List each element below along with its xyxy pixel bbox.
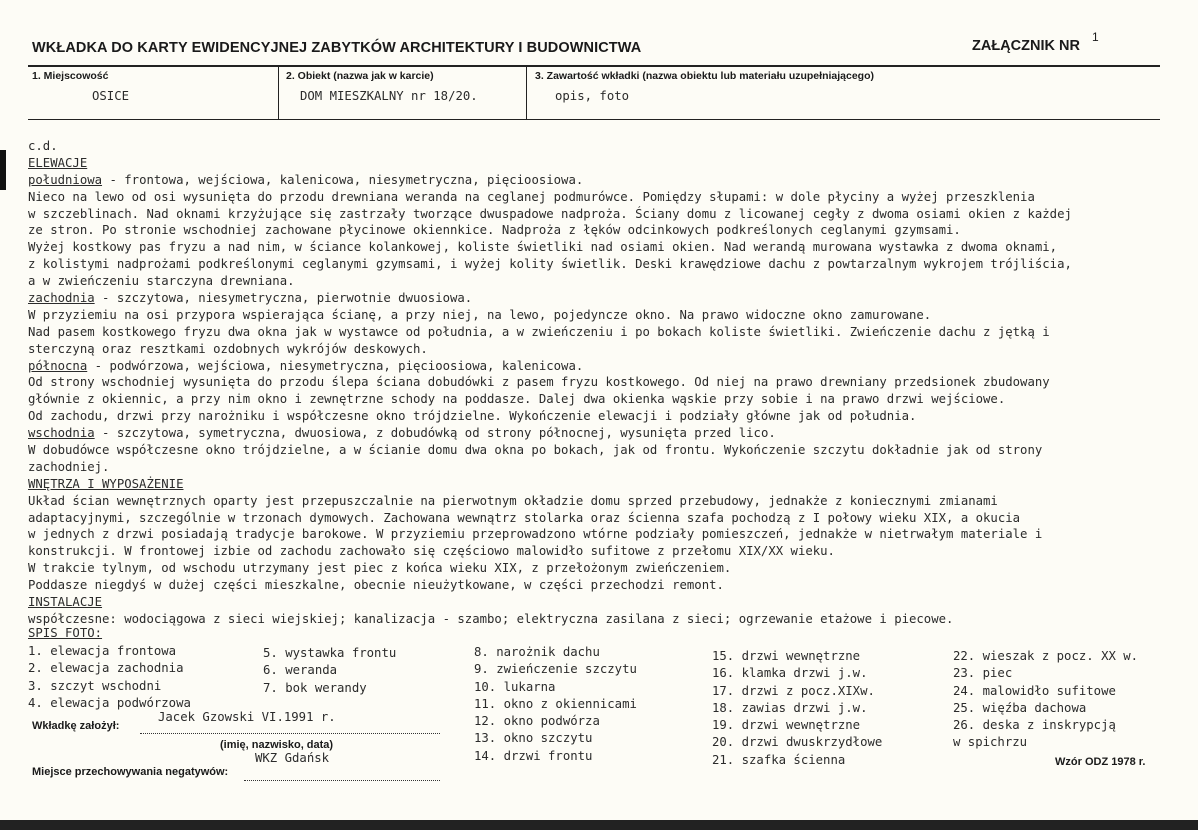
text-line bbox=[28, 611, 1163, 628]
line-text: W trakcie tylnym, od wschodu utrzymany jest piec z końca wieku XIX, z przełożonym zwieńczeniem. bbox=[28, 561, 732, 576]
photo-list-item: 19. drzwi wewnętrzne bbox=[712, 718, 861, 733]
text-line bbox=[28, 526, 1163, 543]
photo-list-heading: SPIS FOTO: bbox=[28, 626, 103, 640]
facade-heading: wschodnia bbox=[28, 426, 95, 441]
photo-list-item: 2. elewacja zachodnia bbox=[28, 661, 184, 676]
line-text: adaptacyjnymi, szczególnie w trzonach dymowych. Zachowana wewnątrz stolarka oraz ścienna szafa pochodzą z I połowy wieku XIX, a okucia bbox=[28, 510, 1021, 525]
line-text: w szczeblinach. Nad oknami krzyżujące się zastrzały tworzące dwuspadowe nadproża. Ściany domu z licowanej cegły z dwoma osiami okien z każdej bbox=[28, 206, 1072, 221]
scan-bottom-edge bbox=[0, 820, 1198, 830]
text-line bbox=[28, 594, 1163, 611]
line-text: Układ ścian wewnętrznych oparty jest przepuszczalnie na pierwotnym okładzie domu sprzed przebudowy, jednakże z koniecznymi zmianami bbox=[28, 493, 998, 508]
text-line bbox=[28, 358, 1163, 375]
photo-list-item: 6. weranda bbox=[263, 663, 338, 678]
line-text: Wyżej kostkowy pas fryzu a nad nim, w ściance kolankowej, koliste świetliki nad osiami okien. Nad werandą murowana wystawka z dwoma oknami, bbox=[28, 240, 1058, 255]
photo-list-item: 24. malowidło sufitowe bbox=[953, 683, 1116, 698]
locality-value: OSICE bbox=[92, 89, 130, 103]
description-text bbox=[28, 138, 1163, 628]
header-rule bbox=[28, 65, 1160, 67]
line-text: głównie z okiennic, a przy nim okno i zewnętrzne schody na poddasze. Dalej dwa okienka wąskie przy sobie i na prawo drzwi wejściowe. bbox=[28, 392, 1006, 407]
text-line bbox=[28, 341, 1163, 358]
author-hint: (imię, nazwisko, data) bbox=[220, 739, 334, 751]
line-text: sterczyną oraz resztkami ozdobnych wykrójów deskowych. bbox=[28, 341, 428, 356]
photo-list-item: 22. wieszak z pocz. XX w. bbox=[953, 649, 1139, 663]
photo-list-item: 21. szafka ścienna bbox=[712, 752, 846, 767]
line-text: - podwórzowa, wejściowa, niesymetryczna, pięcioosiowa, kalenicowa. bbox=[87, 358, 584, 373]
text-line bbox=[28, 307, 1163, 324]
object-value: DOM MIESZKALNY nr 18/20. bbox=[300, 89, 478, 103]
photo-list-item: 11. okno z okiennicami bbox=[474, 696, 637, 711]
scan-edge-mark bbox=[0, 150, 6, 190]
photo-list-item: 17. drzwi z pocz.XIXw. bbox=[712, 683, 875, 698]
text-line bbox=[28, 459, 1163, 476]
text-line bbox=[28, 391, 1163, 408]
text-line bbox=[28, 290, 1163, 307]
photo-list-item: 12. okno podwórza bbox=[474, 714, 600, 729]
text-line bbox=[28, 442, 1163, 459]
photo-list-item: 23. piec bbox=[953, 666, 1013, 681]
author-dotted-line bbox=[140, 733, 440, 734]
text-line bbox=[28, 493, 1163, 510]
photo-list-item: 4. elewacja podwórzowa bbox=[28, 695, 191, 710]
facade-heading: północna bbox=[28, 358, 88, 373]
line-text: ze stron. Po stronie wschodniej zachowane płycinowe okiennkice. Nadproża z łęków odcinkowych podkreślonych ceglanymi gzymsami. bbox=[28, 223, 961, 238]
line-text: Od strony wschodniej wysunięta do przodu ślepa ściana dobudówki z pasem fryzu kostkowego. Od niej na prawo drewniany przedsionek zbudowany bbox=[28, 375, 1050, 390]
annex-label: ZAŁĄCZNIK NR bbox=[972, 38, 1080, 54]
text-line bbox=[28, 172, 1163, 189]
section-heading: WNĘTRZA I WYPOSAŻENIE bbox=[28, 476, 184, 491]
field-divider-2 bbox=[526, 66, 527, 120]
locality-label: 1. Miejscowość bbox=[32, 70, 109, 82]
line-text: konstrukcji. W frontowej izbie od zachodu zachowało się częściowo malowidło sufitowe z przełomu XIX/XX wieku. bbox=[28, 544, 835, 559]
photo-list-column bbox=[712, 648, 882, 769]
annex-number: 1 bbox=[1092, 30, 1099, 44]
form-title: WKŁADKA DO KARTY EWIDENCYJNEJ ZABYTKÓW ARCHITEKTURY I BUDOWNICTWA bbox=[32, 40, 642, 56]
photo-list-item: 9. zwieńczenie szczytu bbox=[474, 662, 637, 677]
line-text: W przyziemiu na osi przypora wspierająca ścianę, a przy niej, na lewo, pojedyncze okno. Na prawo widoczne okno zamurowane. bbox=[28, 307, 932, 322]
content-value: opis, foto bbox=[555, 89, 630, 103]
photo-list-item: w spichrzu bbox=[953, 735, 1028, 750]
section-heading: INSTALACJE bbox=[28, 595, 103, 610]
line-text: - szczytowa, niesymetryczna, pierwotnie dwuosiowa. bbox=[94, 291, 473, 306]
facade-heading: zachodnia bbox=[28, 291, 95, 306]
text-line bbox=[28, 408, 1163, 425]
line-text: c.d. bbox=[28, 139, 58, 153]
photo-list-item: 1. elewacja frontowa bbox=[28, 644, 177, 658]
line-text: Nad pasem kostkowego fryzu dwa okna jak w wystawce od południa, a w zwieńczeniu i po bokach koliste świetliki. Zwieńczenie dachu z jętką i bbox=[28, 324, 1050, 339]
negatives-dotted-line bbox=[244, 780, 440, 781]
text-line bbox=[28, 138, 1163, 155]
author-label: Wkładkę założył: bbox=[32, 720, 120, 732]
content-label: 3. Zawartość wkładki (nazwa obiektu lub materiału uzupełniającego) bbox=[535, 70, 874, 82]
author-value: Jacek Gzowski VI.1991 r. bbox=[158, 710, 336, 724]
line-text: Poddasze niegdyś w dużej części mieszkalne, obecnie nieużytkowane, w części przechodzi remont. bbox=[28, 578, 724, 593]
photo-list-item: 10. lukarna bbox=[474, 679, 556, 694]
text-line bbox=[28, 560, 1163, 577]
fields-rule bbox=[28, 119, 1160, 120]
text-line bbox=[28, 324, 1163, 341]
photo-list-item: 3. szczyt wschodni bbox=[28, 678, 162, 693]
section-heading: ELEWACJE bbox=[28, 155, 88, 170]
photo-list-item: 13. okno szczytu bbox=[474, 731, 593, 746]
institution-value: WKZ Gdańsk bbox=[255, 751, 330, 765]
text-line bbox=[28, 374, 1163, 391]
line-text: W dobudówce współczesne okno trójdzielne, a w ścianie domu dwa okna po bokach, jak od frontu. Wykończenie szczytu dokładnie jak od strony bbox=[28, 443, 1043, 458]
photo-list-item: 16. klamka drzwi j.w. bbox=[712, 666, 868, 681]
photo-list-item: 14. drzwi frontu bbox=[474, 748, 593, 763]
line-text: Nieco na lewo od osi wysunięta do przodu drewniana weranda na ceglanej podmurówce. Pomiędzy słupami: w dole płyciny a wyżej przeszklenia bbox=[28, 189, 1035, 204]
negatives-label: Miejsce przechowywania negatywów: bbox=[32, 766, 229, 778]
photo-list-column bbox=[263, 645, 396, 697]
photo-list-column bbox=[28, 643, 191, 712]
photo-list-item: 18. zawias drzwi j.w. bbox=[712, 700, 868, 715]
text-line bbox=[28, 543, 1163, 560]
line-text: Od zachodu, drzwi przy narożniku i współczesne okno trójdzielne. Wykończenie elewacji i podziały główne jak od południa. bbox=[28, 409, 917, 424]
photo-list-item: 8. narożnik dachu bbox=[474, 645, 600, 659]
text-line bbox=[28, 273, 1163, 290]
line-text: w jednych z drzwi posiadają tradycje barokowe. W przyziemiu przeprowadzono wtórne podziały pomieszczeń, jednakże w nietrwałym materiale i bbox=[28, 527, 1043, 542]
line-text: współczesne: wodociągowa z sieci wiejskiej; kanalizacja - szambo; elektryczna zasilana z sieci; ogrzewanie etażowe i piecowe. bbox=[28, 611, 954, 626]
field-divider-1 bbox=[278, 66, 279, 120]
line-text: z kolistymi nadprożami podkreślonymi ceglanymi gzymsami, i wyżej kolity świetlik. Deski krawędziowe dachu z powtarzalnym wykrojem trójliścia, bbox=[28, 257, 1072, 272]
photo-list-item: 7. bok werandy bbox=[263, 680, 367, 695]
form-id: Wzór ODZ 1978 r. bbox=[1055, 756, 1146, 768]
photo-list-item: 20. drzwi dwuskrzydłowe bbox=[712, 735, 883, 750]
photo-list-column bbox=[474, 644, 637, 765]
text-line bbox=[28, 206, 1163, 223]
text-line bbox=[28, 510, 1163, 527]
photo-list-item: 15. drzwi wewnętrzne bbox=[712, 649, 861, 663]
photo-list-column bbox=[953, 648, 1138, 752]
line-text: a w zwieńczeniu starczyna drewniana. bbox=[28, 274, 295, 289]
text-line bbox=[28, 476, 1163, 493]
text-line bbox=[28, 577, 1163, 594]
photo-list-item: 25. więźba dachowa bbox=[953, 700, 1087, 715]
text-line bbox=[28, 155, 1163, 172]
text-line bbox=[28, 425, 1163, 442]
line-text: zachodniej. bbox=[28, 459, 110, 474]
line-text: - frontowa, wejściowa, kalenicowa, niesymetryczna, pięcioosiowa. bbox=[102, 172, 584, 187]
object-label: 2. Obiekt (nazwa jak w karcie) bbox=[286, 70, 434, 82]
text-line bbox=[28, 189, 1163, 206]
text-line bbox=[28, 256, 1163, 273]
facade-heading: południowa bbox=[28, 172, 103, 187]
text-line bbox=[28, 239, 1163, 256]
line-text: - szczytowa, symetryczna, dwuosiowa, z dobudówką od strony północnej, wysunięta przed lico. bbox=[94, 426, 776, 441]
text-line bbox=[28, 222, 1163, 239]
photo-list-item: 5. wystawka frontu bbox=[263, 646, 397, 660]
photo-list-item: 26. deska z inskrypcją bbox=[953, 718, 1116, 733]
